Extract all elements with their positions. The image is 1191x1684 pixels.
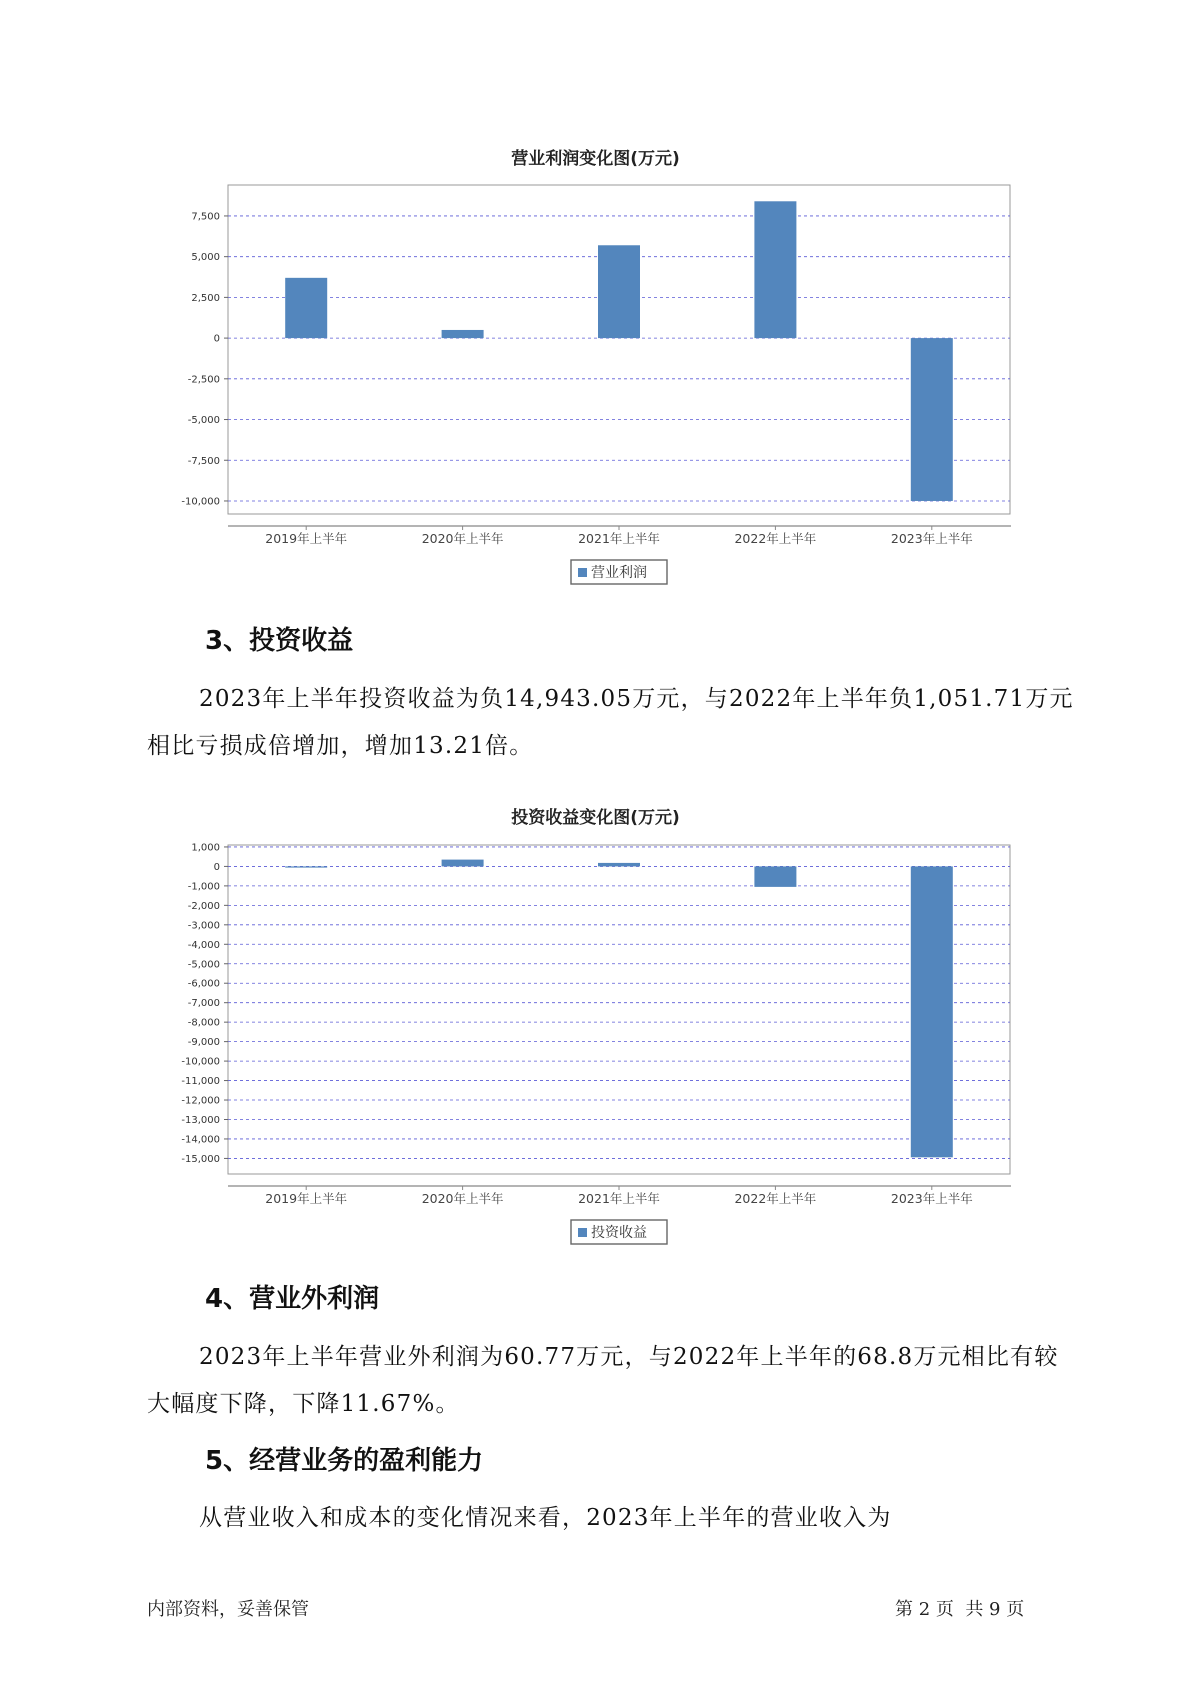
y-tick-label: 2,500 <box>191 292 220 304</box>
y-tick-label: -10,000 <box>181 1056 220 1068</box>
x-tick-label: 2022年上半年 <box>734 1191 817 1206</box>
x-tick-label: 2023年上半年 <box>890 1191 973 1206</box>
section5-paragraph: 从营业收入和成本的变化情况来看，2023年上半年的营业收入为 <box>199 1505 892 1531</box>
y-tick-label: -12,000 <box>181 1095 220 1107</box>
legend-swatch <box>578 568 587 577</box>
x-tick-label: 2020年上半年 <box>421 1191 504 1206</box>
chart2-title: 投资收益变化图(万元) <box>511 808 680 828</box>
plot-area <box>228 185 1010 514</box>
y-tick-label: -8,000 <box>187 1017 220 1029</box>
footer-confidential: 内部资料，妥善保管 <box>147 1599 309 1620</box>
y-tick-label: -10,000 <box>181 496 220 508</box>
legend-label: 投资收益 <box>591 1225 647 1241</box>
section3-paragraph: 2023年上半年投资收益为负14,943.05万元，与2022年上半年负1,051.71万元相比亏损成倍增加，增加13.21倍。 <box>147 686 1074 759</box>
bar <box>442 330 484 338</box>
y-tick-label: -5,000 <box>187 959 220 971</box>
section4-paragraph: 2023年上半年营业外利润为60.77万元，与2022年上半年的68.8万元相比有较大幅度下降，下降11.67%。 <box>147 1344 1059 1417</box>
y-tick-label: -11,000 <box>181 1076 220 1088</box>
y-tick-label: -9,000 <box>187 1037 220 1049</box>
bar <box>285 866 327 867</box>
y-tick-label: -7,000 <box>187 998 220 1010</box>
x-tick-label: 2023年上半年 <box>890 531 973 546</box>
y-tick-label: 0 <box>213 333 220 345</box>
section5-heading: 5、经营业务的盈利能力 <box>205 1446 484 1476</box>
x-tick-label: 2020年上半年 <box>421 531 504 546</box>
x-tick-label: 2022年上半年 <box>734 531 817 546</box>
x-tick-label: 2019年上半年 <box>265 1191 348 1206</box>
y-tick-label: -5,000 <box>187 415 220 427</box>
y-tick-label: 1,000 <box>191 842 220 854</box>
bar <box>442 860 484 867</box>
x-tick-label: 2019年上半年 <box>265 531 348 546</box>
section3-heading: 3、投资收益 <box>205 626 354 656</box>
y-tick-label: -2,500 <box>187 374 220 386</box>
bar <box>598 245 640 338</box>
legend-label: 营业利润 <box>591 565 647 581</box>
y-tick-label: -2,000 <box>187 900 220 912</box>
y-tick-label: 0 <box>213 861 220 873</box>
bar <box>754 201 796 338</box>
operating-profit-chart <box>0 170 1191 610</box>
y-tick-label: -1,000 <box>187 881 220 893</box>
footer-page-number: 第 2 页 共 9 页 <box>895 1599 1025 1620</box>
y-tick-label: -13,000 <box>181 1114 220 1126</box>
section4-heading: 4、营业外利润 <box>205 1284 380 1314</box>
bar <box>598 863 640 867</box>
y-tick-label: -15,000 <box>181 1153 220 1165</box>
bar <box>911 338 953 501</box>
y-tick-label: -4,000 <box>187 939 220 951</box>
chart1-title: 营业利润变化图(万元) <box>511 149 680 169</box>
bar <box>754 866 796 886</box>
legend <box>571 560 667 584</box>
bar <box>911 866 953 1157</box>
y-tick-label: -6,000 <box>187 978 220 990</box>
x-tick-label: 2021年上半年 <box>578 1191 660 1206</box>
investment-income-chart <box>0 830 1191 1270</box>
legend <box>571 1220 667 1244</box>
y-tick-label: -14,000 <box>181 1134 220 1146</box>
y-tick-label: -3,000 <box>187 920 220 932</box>
x-tick-label: 2021年上半年 <box>578 531 660 546</box>
legend-swatch <box>578 1228 587 1237</box>
bar <box>285 278 327 338</box>
y-tick-label: 7,500 <box>191 211 220 223</box>
y-tick-label: 5,000 <box>191 252 220 264</box>
plot-area <box>228 845 1010 1174</box>
y-tick-label: -7,500 <box>187 455 220 467</box>
